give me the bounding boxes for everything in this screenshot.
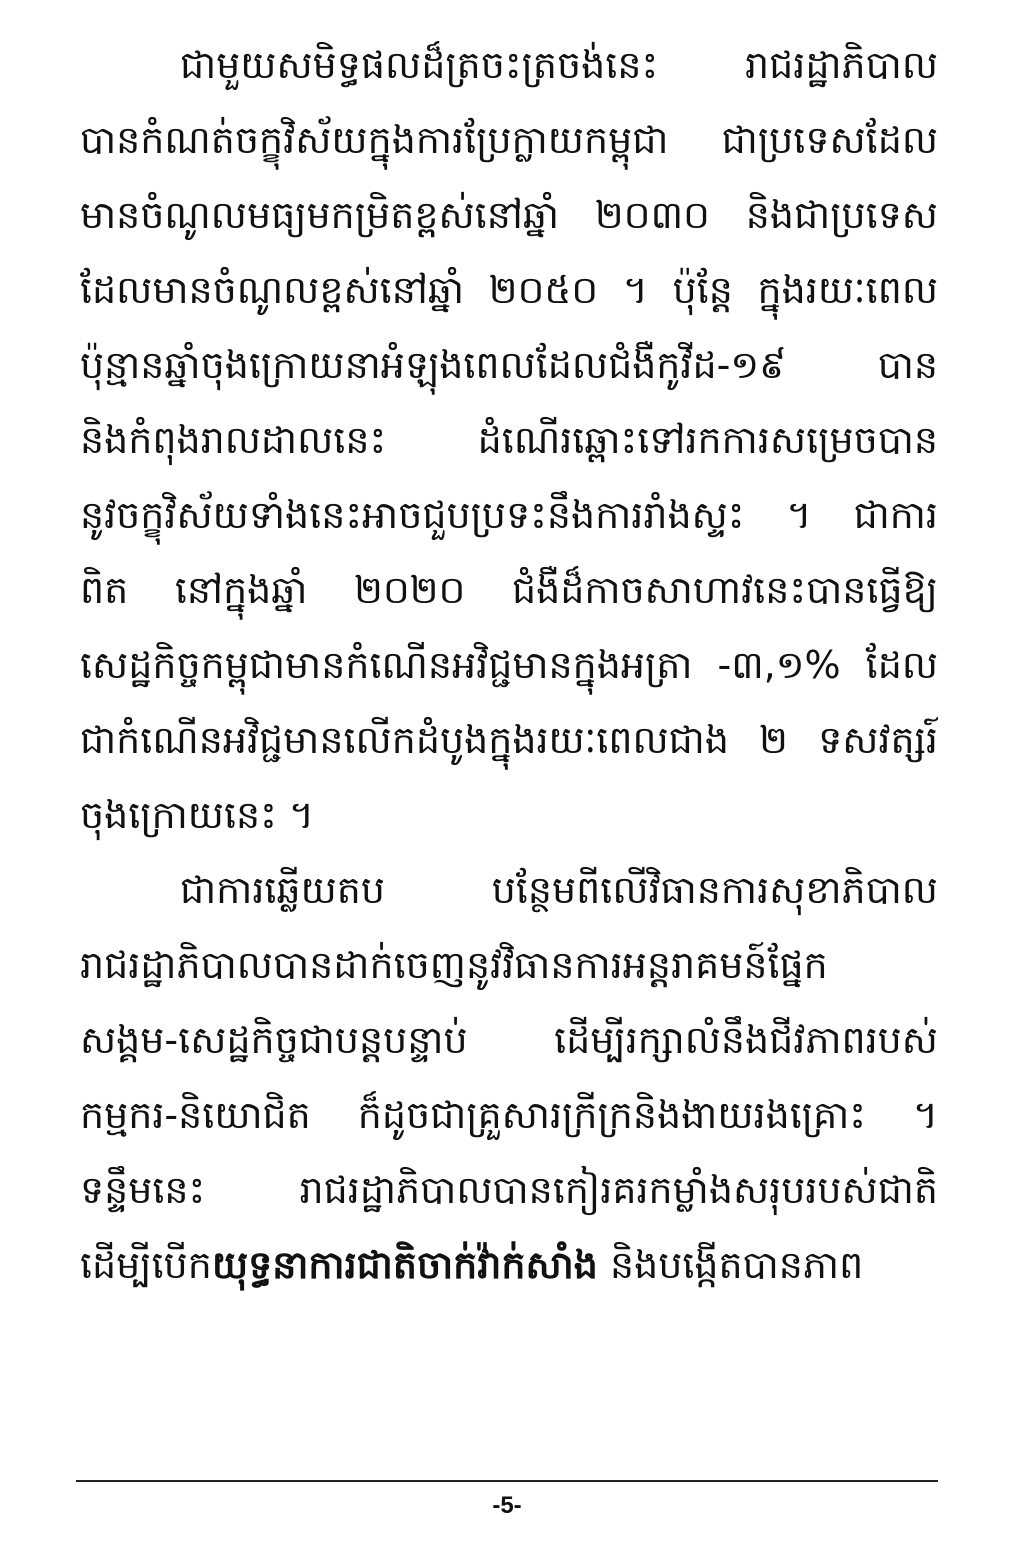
paragraph-1-line-9: សេដ្ឋកិច្ចកម្ពុជាមានកំណើនអវិជ្ជមានក្នុងអត្រា -៣,១% ដែល	[80, 643, 938, 687]
campaign-name-bold: យុទ្ធនាការជាតិចាក់វ៉ាក់សាំង	[211, 1243, 598, 1287]
paragraph-2-line-3: សង្គម-សេដ្ឋកិច្ចជាបន្តបន្ទាប់ ដើម្បីរក្សាលំនឹងជីវភាពរបស់	[80, 1018, 938, 1062]
line-prefix-text: ដើម្បីបើក	[80, 1243, 212, 1287]
footer-divider	[76, 1480, 938, 1482]
paragraph-1-line-11: ចុងក្រោយនេះ ។	[80, 793, 314, 837]
page-number: -5-	[492, 1492, 522, 1519]
paragraph-2-line-6	[80, 1228, 938, 1303]
paragraph-1-line-1: ជាមួយសមិទ្ធផលដ៏ត្រចះត្រចង់នេះ រាជរដ្ឋាភិបាល	[180, 43, 938, 87]
paragraph-2-line-1: ជាការឆ្លើយតប បន្ថែមពីលើវិធានការសុខាភិបាល	[180, 868, 938, 912]
line-suffix-text: និងបង្កើតបានភាព	[597, 1243, 864, 1287]
paragraph-2-line-5: ទន្ទឹមនេះ រាជរដ្ឋាភិបាលបានកៀរគរកម្លាំងសរុបរបស់ជាតិ	[80, 1168, 938, 1212]
body-text	[80, 28, 938, 1303]
paragraph-2-line-2: រាជរដ្ឋាភិបាលបានដាក់ចេញនូវវិធានការអន្តរាគមន៍ផ្នែក	[80, 943, 828, 987]
paragraph-1-line-3: មានចំណូលមធ្យមកម្រិតខ្ពស់នៅឆ្នាំ ២០៣០ និងជាប្រទេស	[80, 193, 938, 237]
paragraph-1-line-5: ប៉ុន្មានឆ្នាំចុងក្រោយនាអំឡុងពេលដែលជំងឺកូវីដ-១៩ បាន	[80, 343, 938, 387]
paragraph-2-line-4: កម្មករ-និយោជិត ក៏ដូចជាគ្រួសារក្រីក្រនិងងាយរងគ្រោះ ។	[80, 1093, 938, 1137]
paragraph-1-line-7: នូវចក្ខុវិស័យទាំងនេះអាចជួបប្រទះនឹងការរាំងស្ទះ ។ ជាការ	[80, 493, 938, 537]
paragraph-1-line-8: ពិត នៅក្នុងឆ្នាំ ២០២០ ជំងឺដ៏កាចសាហាវនេះបានធ្វើឱ្យ	[80, 568, 938, 612]
paragraph-1-line-6: និងកំពុងរាលដាលនេះ ដំណើរឆ្ពោះទៅរកការសម្រេចបាន	[80, 418, 938, 462]
paragraph-1-line-4: ដែលមានចំណូលខ្ពស់នៅឆ្នាំ ២០៥០ ។ ប៉ុន្តែ ក្នុងរយៈពេល	[80, 268, 938, 312]
paragraph-1-line-10: ជាកំណើនអវិជ្ជមានលើកដំបូងក្នុងរយៈពេលជាង ២ ទសវត្សរ៍	[80, 718, 938, 762]
paragraph-1-line-2: បានកំណត់ចក្ខុវិស័យក្នុងការប្រែក្លាយកម្ពុជា ជាប្រទេសដែល	[80, 118, 938, 162]
